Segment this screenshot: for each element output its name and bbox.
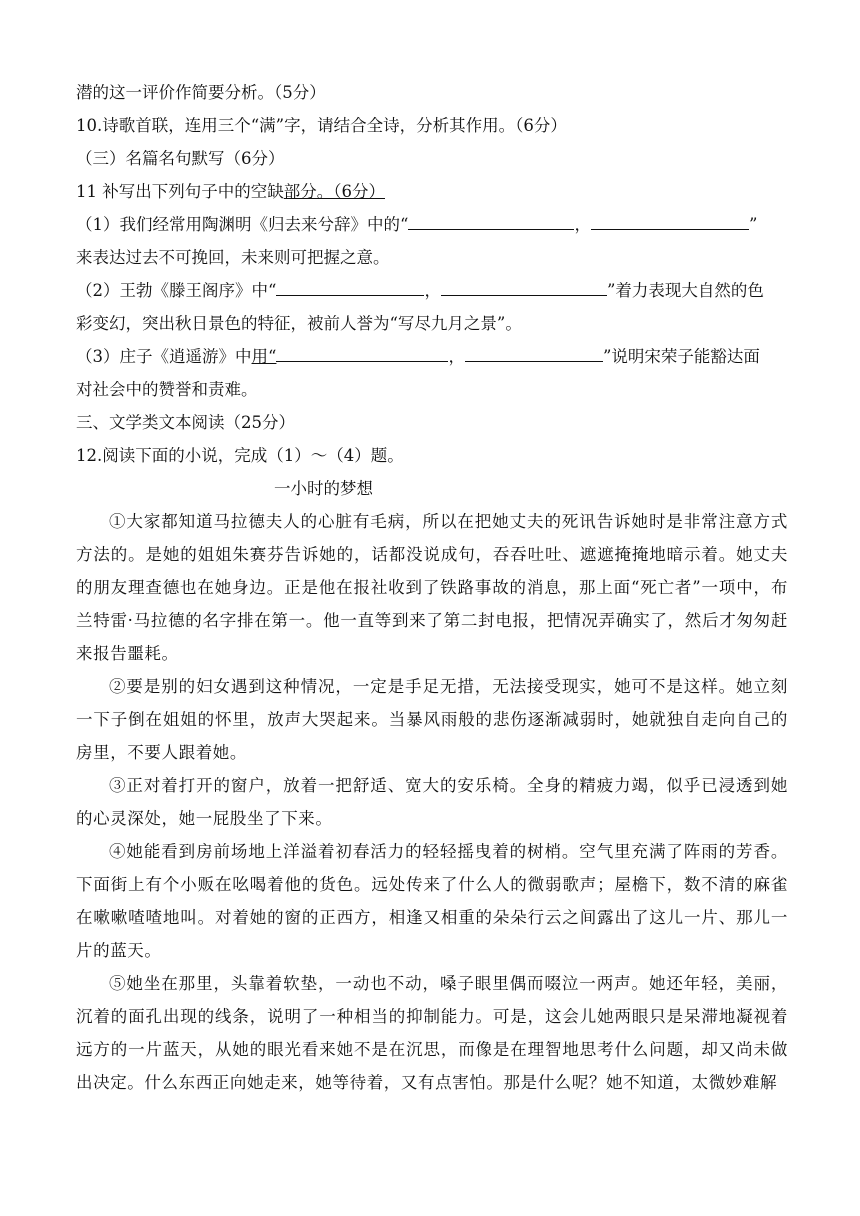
question-11-heading [76,175,788,208]
q11-item-2-comma: ， [424,281,441,300]
q11-item-2-prefix: （2）王勃《滕王阁序》中“ [76,281,277,300]
fill-blank-2a[interactable] [276,277,424,296]
story-paragraph-2: ②要是别的妇女遇到这种情况，一定是手足无措，无法接受现实，她可不是这样。她立刻一下子倒在姐姐的怀里，放声大哭起来。当暴风雨般的悲伤逐渐减弱时，她就独自走向自己的房里，不要人跟着她。 [76,677,788,762]
q11-item-3-comma: ， [448,347,465,366]
fill-blank-1a[interactable] [408,211,574,230]
exam-page [76,76,788,1099]
story-paragraph-4: ④她能看到房前场地上洋溢着初春活力的轻轻摇曳着的树梢。空气里充满了阵雨的芳香。下面街上有个小贩在吆喝着他的货色。远处传来了什么人的微弱歌声；屋檐下，数不清的麻雀在嗽嗽喳喳地叫。对着她的窗的正西方，相逢又相重的朵朵行云之间露出了这儿一片、那儿一片的蓝天。 [76,842,788,960]
story-title: 一小时的梦想 [274,479,373,498]
q11-item-2-suffix: ”着力表现大自然的色 [606,281,764,300]
q11-item-1-prefix: （1）我们经常用陶渊明《归去来兮辞》中的“ [76,215,409,234]
q11-item-1-close: ” [748,215,758,234]
q11-item-2-line-2: 彩变幻，突出秋日景色的特征，被前人誉为“写尽九月之景”。 [76,314,522,333]
q11-item-3-line-2: 对社会中的赞誉和责难。 [76,380,258,399]
q9-tail-text: 潜的这一评价作简要分析。（5分） [76,83,326,102]
q11-head-underlined: 部分。（6分） [283,182,385,201]
fill-blank-1b[interactable] [591,211,749,230]
question-10: 10.诗歌首联，连用三个“满”字，请结合全诗，分析其作用。（6分） [76,116,567,135]
fill-blank-3a[interactable] [276,343,448,362]
q11-item-3-line-1 [76,340,788,373]
q11-item-2-line-1 [76,274,788,307]
story-paragraph-5: ⑤她坐在那里，头靠着软垫，一动也不动，嗓子眼里偶而啜泣一两声。她还年轻，美丽，沉着的面孔出现的线条，说明了一种相当的抑制能力。可是，这会儿她两眼只是呆滞地凝视着远方的一片蓝天，从她的眼光看来她不是在沉思，而像是在理智地思考什么问题，却又尚未做出决定。什么东西正向她走来，她等待着，又有点害怕。那是什么呢？她不知道，太微妙难解 [76,974,788,1092]
q11-item-3-prefix: （3）庄子《逍遥游》中 [76,347,252,366]
fill-blank-3b[interactable] [465,343,603,362]
fill-blank-2b[interactable] [441,277,607,296]
q11-head-text: 11 补写出下列句子中的空缺 [76,182,284,201]
story-paragraph-1: ①大家都知道马拉德夫人的心脏有毛病，所以在把她丈夫的死讯告诉她时是非常注意方式方法的。是她的姐姐朱赛芬告诉她的，话都没说成句，吞吞吐吐、遮遮掩掩地暗示着。她丈夫的朋友理查德也在她身边。正是他在报社收到了铁路事故的消息，那上面“死亡者”一项中，布兰特雷·马拉德的名字排在第一。他一直等到来了第二封电报，把情况弄确实了，然后才匆匆赶来报告噩耗。 [76,512,788,663]
q11-item-1-line-2: 来表达过去不可挽回，未来则可把握之意。 [76,248,390,267]
q11-item-1-line-1 [76,208,788,241]
q11-item-3-underlined: 用“ [251,347,277,366]
part-3-heading: 三、文学类文本阅读（25分） [76,413,295,432]
q11-item-1-comma: ， [574,215,591,234]
question-12: 12.阅读下面的小说，完成（1）～（4）题。 [76,446,404,465]
section-3-heading: （三）名篇名句默写（6分） [76,149,285,168]
q11-item-3-suffix: ”说明宋荣子能豁达面 [602,347,760,366]
story-paragraph-3: ③正对着打开的窗户，放着一把舒适、宽大的安乐椅。全身的精疲力竭，似乎已浸透到她的心灵深处，她一屁股坐了下来。 [76,776,788,828]
